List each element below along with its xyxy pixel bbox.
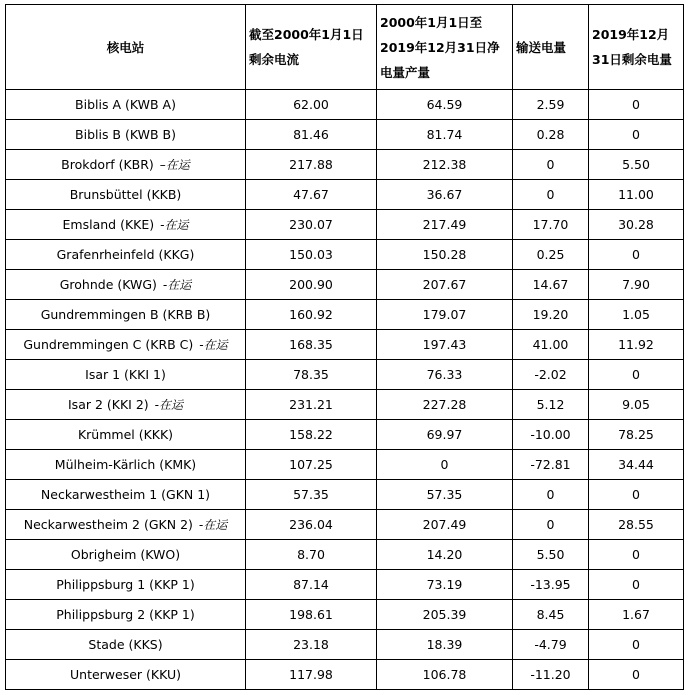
station-name: Neckarwestheim 2 (GKN 2) — [23, 517, 193, 532]
transferred-cell: 0 — [513, 150, 589, 180]
remaining-2000-cell: 107.25 — [246, 450, 377, 480]
transferred-cell: 2.59 — [513, 90, 589, 120]
remaining-2019-cell: 5.50 — [589, 150, 684, 180]
net-production-cell: 0 — [377, 450, 513, 480]
net-production-cell: 212.38 — [377, 150, 513, 180]
table-row — [6, 570, 684, 600]
station-cell — [6, 450, 246, 480]
station-name: Unterweser (KKU) — [70, 667, 181, 682]
remaining-2000-cell: 230.07 — [246, 210, 377, 240]
remaining-2000-cell: 78.35 — [246, 360, 377, 390]
station-cell — [6, 390, 246, 420]
net-production-cell: 205.39 — [377, 600, 513, 630]
station-cell — [6, 600, 246, 630]
status-note: –在运 — [159, 158, 190, 172]
remaining-2000-cell: 57.35 — [246, 480, 377, 510]
remaining-2019-cell: 30.28 — [589, 210, 684, 240]
transferred-cell: -4.79 — [513, 630, 589, 660]
header-remaining-2000: 截至2000年1月1日剩余电流 — [246, 5, 377, 90]
station-name: Obrigheim (KWO) — [70, 547, 181, 562]
station-cell — [6, 480, 246, 510]
station-cell — [6, 300, 246, 330]
remaining-2000-cell: 87.14 — [246, 570, 377, 600]
station-name: Biblis A (KWB A) — [75, 97, 176, 112]
net-production-cell: 69.97 — [377, 420, 513, 450]
table-row — [6, 450, 684, 480]
table-row — [6, 360, 684, 390]
station-cell — [6, 360, 246, 390]
remaining-2000-cell: 217.88 — [246, 150, 377, 180]
remaining-2019-cell: 0 — [589, 660, 684, 690]
transferred-cell: 14.67 — [513, 270, 589, 300]
station-name: Gundremmingen B (KRB B) — [40, 307, 211, 322]
station-name: Mülheim-Kärlich (KMK) — [54, 457, 197, 472]
transferred-cell: -10.00 — [513, 420, 589, 450]
remaining-2019-cell: 34.44 — [589, 450, 684, 480]
remaining-2019-cell: 78.25 — [589, 420, 684, 450]
remaining-2019-cell: 0 — [589, 630, 684, 660]
net-production-cell: 36.67 — [377, 180, 513, 210]
station-name: Brokdorf (KBR) — [61, 157, 154, 172]
station-name: Biblis B (KWB B) — [75, 127, 176, 142]
transferred-cell: 0 — [513, 510, 589, 540]
transferred-cell: 17.70 — [513, 210, 589, 240]
net-production-cell: 18.39 — [377, 630, 513, 660]
status-note: -在运 — [198, 518, 228, 532]
transferred-cell: 5.12 — [513, 390, 589, 420]
header-remaining-2019: 2019年12月31日剩余电量 — [589, 5, 684, 90]
station-cell — [6, 270, 246, 300]
station-cell — [6, 540, 246, 570]
station-name: Brunsbüttel (KKB) — [69, 187, 182, 202]
station-cell — [6, 630, 246, 660]
remaining-2000-cell: 160.92 — [246, 300, 377, 330]
station-cell — [6, 120, 246, 150]
transferred-cell: 41.00 — [513, 330, 589, 360]
station-cell — [6, 420, 246, 450]
remaining-2000-cell: 168.35 — [246, 330, 377, 360]
net-production-cell: 227.28 — [377, 390, 513, 420]
table-row — [6, 240, 684, 270]
header-station: 核电站 — [6, 5, 246, 90]
station-cell — [6, 180, 246, 210]
nuclear-plant-table — [5, 4, 684, 690]
transferred-cell: 0 — [513, 180, 589, 210]
net-production-cell: 179.07 — [377, 300, 513, 330]
remaining-2000-cell: 81.46 — [246, 120, 377, 150]
table-row — [6, 600, 684, 630]
table-row — [6, 390, 684, 420]
remaining-2019-cell: 0 — [589, 570, 684, 600]
status-note: -在运 — [154, 398, 183, 412]
table-row — [6, 540, 684, 570]
transferred-cell: 5.50 — [513, 540, 589, 570]
table-row — [6, 150, 684, 180]
station-cell — [6, 330, 246, 360]
table-row — [6, 270, 684, 300]
table-row — [6, 420, 684, 450]
status-note: -在运 — [199, 338, 228, 352]
transferred-cell: -72.81 — [513, 450, 589, 480]
station-name: Krümmel (KKK) — [77, 427, 174, 442]
status-note: -在运 — [160, 218, 189, 232]
table-row — [6, 630, 684, 660]
net-production-cell: 76.33 — [377, 360, 513, 390]
remaining-2019-cell: 11.00 — [589, 180, 684, 210]
remaining-2019-cell: 0 — [589, 360, 684, 390]
remaining-2000-cell: 62.00 — [246, 90, 377, 120]
table-row — [6, 300, 684, 330]
net-production-cell: 14.20 — [377, 540, 513, 570]
net-production-cell: 73.19 — [377, 570, 513, 600]
transferred-cell: 8.45 — [513, 600, 589, 630]
station-name: Isar 2 (KKI 2) — [68, 397, 149, 412]
header-transferred: 输送电量 — [513, 5, 589, 90]
net-production-cell: 150.28 — [377, 240, 513, 270]
header-net-production: 2000年1月1日至2019年12月31日净电量产量 — [377, 5, 513, 90]
remaining-2019-cell: 28.55 — [589, 510, 684, 540]
remaining-2000-cell: 150.03 — [246, 240, 377, 270]
net-production-cell: 106.78 — [377, 660, 513, 690]
remaining-2019-cell: 0 — [589, 240, 684, 270]
station-cell — [6, 570, 246, 600]
remaining-2019-cell: 1.05 — [589, 300, 684, 330]
net-production-cell: 81.74 — [377, 120, 513, 150]
remaining-2000-cell: 198.61 — [246, 600, 377, 630]
remaining-2019-cell: 0 — [589, 120, 684, 150]
remaining-2019-cell: 11.92 — [589, 330, 684, 360]
remaining-2000-cell: 8.70 — [246, 540, 377, 570]
remaining-2019-cell: 0 — [589, 90, 684, 120]
net-production-cell: 207.49 — [377, 510, 513, 540]
station-name: Stade (KKS) — [88, 637, 163, 652]
table-body — [6, 90, 684, 690]
table-row — [6, 120, 684, 150]
remaining-2000-cell: 47.67 — [246, 180, 377, 210]
transferred-cell: 0.28 — [513, 120, 589, 150]
remaining-2000-cell: 117.98 — [246, 660, 377, 690]
table-row — [6, 480, 684, 510]
remaining-2000-cell: 236.04 — [246, 510, 377, 540]
remaining-2019-cell: 0 — [589, 480, 684, 510]
remaining-2019-cell: 7.90 — [589, 270, 684, 300]
station-cell — [6, 240, 246, 270]
transferred-cell: -13.95 — [513, 570, 589, 600]
station-name: Philippsburg 2 (KKP 1) — [56, 607, 195, 622]
net-production-cell: 217.49 — [377, 210, 513, 240]
status-note: -在运 — [162, 278, 192, 292]
station-name: Grohnde (KWG) — [59, 277, 157, 292]
net-production-cell: 207.67 — [377, 270, 513, 300]
table-row — [6, 330, 684, 360]
table-row — [6, 210, 684, 240]
remaining-2000-cell: 23.18 — [246, 630, 377, 660]
station-name: Isar 1 (KKI 1) — [85, 367, 166, 382]
station-cell — [6, 660, 246, 690]
net-production-cell: 64.59 — [377, 90, 513, 120]
net-production-cell: 197.43 — [377, 330, 513, 360]
remaining-2000-cell: 158.22 — [246, 420, 377, 450]
station-cell — [6, 510, 246, 540]
remaining-2000-cell: 231.21 — [246, 390, 377, 420]
station-name: Emsland (KKE) — [62, 217, 155, 232]
transferred-cell: -11.20 — [513, 660, 589, 690]
remaining-2019-cell: 9.05 — [589, 390, 684, 420]
remaining-2019-cell: 1.67 — [589, 600, 684, 630]
station-name: Gundremmingen C (KRB C) — [23, 337, 194, 352]
station-name: Grafenrheinfeld (KKG) — [56, 247, 195, 262]
station-name: Neckarwestheim 1 (GKN 1) — [40, 487, 211, 502]
table-row — [6, 180, 684, 210]
transferred-cell: 0.25 — [513, 240, 589, 270]
transferred-cell: 0 — [513, 480, 589, 510]
table-row — [6, 90, 684, 120]
header-row — [6, 5, 684, 90]
station-cell — [6, 150, 246, 180]
transferred-cell: 19.20 — [513, 300, 589, 330]
table-row — [6, 510, 684, 540]
station-cell — [6, 90, 246, 120]
remaining-2000-cell: 200.90 — [246, 270, 377, 300]
table-row — [6, 660, 684, 690]
station-cell — [6, 210, 246, 240]
remaining-2019-cell: 0 — [589, 540, 684, 570]
transferred-cell: -2.02 — [513, 360, 589, 390]
net-production-cell: 57.35 — [377, 480, 513, 510]
station-name: Philippsburg 1 (KKP 1) — [56, 577, 195, 592]
